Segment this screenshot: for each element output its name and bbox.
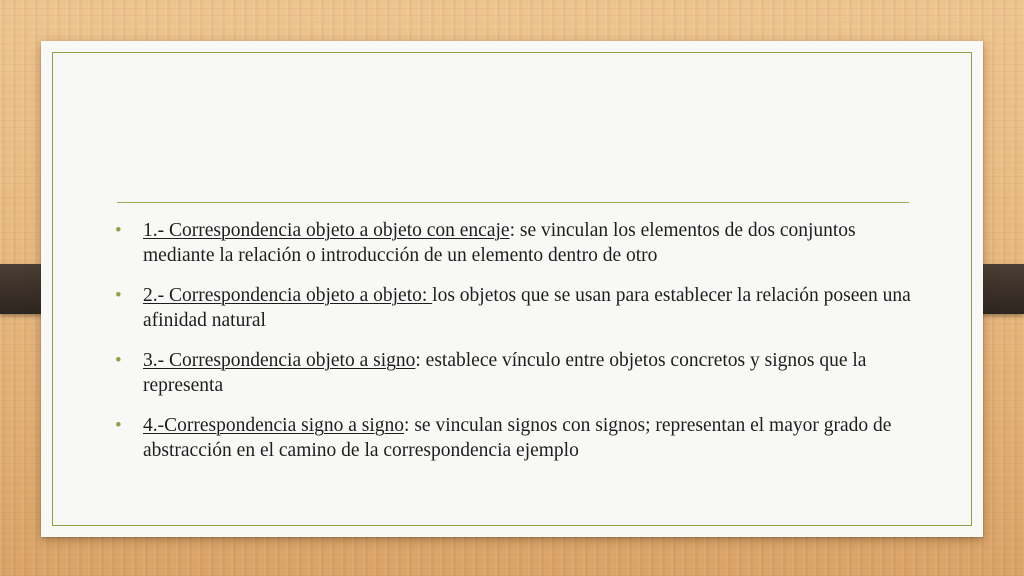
bullet-text: los objetos que se usan para establecer la relación poseen una afinidad natural bbox=[143, 285, 911, 331]
bullet-heading: 2.- Correspondencia objeto a objeto: bbox=[143, 285, 433, 306]
bullet-list bbox=[115, 218, 915, 478]
bullet-heading: 3.- Correspondencia objeto a signo bbox=[143, 350, 416, 371]
bullet-item-1 bbox=[115, 218, 915, 268]
bullet-dot-icon: • bbox=[115, 285, 122, 306]
bullet-text: : se vinculan signos con signos; representan el mayor grado de abstracción en el camino de la correspondencia ejemplo bbox=[143, 415, 892, 461]
bullet-text: : se vinculan los elementos de dos conjuntos mediante la relación o introducción de un elemento dentro de otro bbox=[143, 220, 856, 266]
bullet-text: : establece vínculo entre objetos concretos y signos que la representa bbox=[143, 350, 867, 396]
bullet-dot-icon: • bbox=[115, 220, 122, 241]
bullet-dot-icon: • bbox=[115, 350, 122, 371]
bullet-item-2 bbox=[115, 283, 915, 333]
title-divider-line bbox=[117, 202, 909, 203]
bullet-heading: 1.- Correspondencia objeto a objeto con encaje bbox=[143, 220, 510, 241]
bullet-dot-icon: • bbox=[115, 415, 122, 436]
slide-paper bbox=[41, 41, 983, 537]
bullet-item-4 bbox=[115, 413, 915, 463]
bullet-item-3 bbox=[115, 348, 915, 398]
bullet-heading: 4.-Correspondencia signo a signo bbox=[143, 415, 405, 436]
